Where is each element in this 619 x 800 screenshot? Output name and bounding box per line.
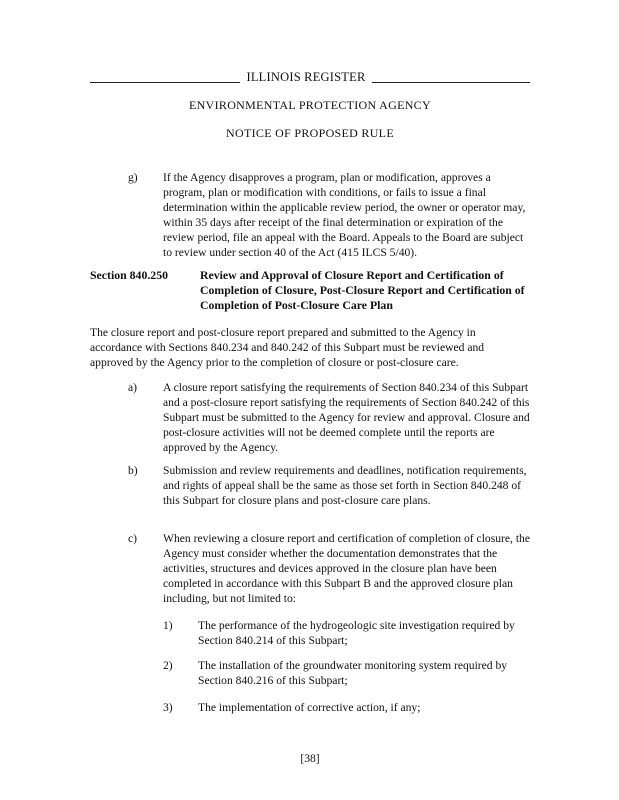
subitem-3-text: The implementation of corrective action, if any;: [198, 701, 421, 714]
item-c-text: When reviewing a closure report and certification of completion of closure, the Agency must consider whether the documentation demonstrates that the activities, structures and devices approved in the closure plan have been completed in accordance with this Subpart B and the approved closure plan including, but not limited to:: [163, 532, 530, 605]
subitem-2-text: The installation of the groundwater monitoring system required by Section 840.216 of this Subpart;: [198, 659, 508, 687]
section-title: Review and Approval of Closure Report and Certification of Completion of Closure, Post-Closure Report and Certification of Completion of Post-Closure Care Plan: [200, 268, 525, 312]
item-b-text: Submission and review requirements and deadlines, notification requirements, and rights of appeal shall be the same as those set forth in Section 840.248 of this Subpart for closure plans and post-closure care plans.: [163, 464, 527, 507]
subitem-1-label: 1): [163, 619, 173, 632]
item-g-label: g): [128, 171, 138, 184]
intro-paragraph: The closure report and post-closure report prepared and submitted to the Agency in accordance with Sections 840.234 and 840.242 of this Subpart must be reviewed and approved by the Agency prior to the completion of closure or post-closure care.: [90, 326, 485, 369]
header-rule-right: [372, 82, 530, 83]
header-rule-left: [90, 82, 240, 83]
notice-title: NOTICE OF PROPOSED RULE: [226, 126, 394, 140]
page-number: [38]: [300, 752, 320, 765]
subitem-3-label: 3): [163, 701, 173, 714]
subitem-1-text: The performance of the hydrogeologic site investigation required by Section 840.214 of this Subpart;: [198, 619, 515, 647]
item-a-label: a): [128, 381, 138, 394]
register-title: ILLINOIS REGISTER: [246, 70, 366, 84]
subitem-2-label: 2): [163, 659, 173, 672]
item-a-text: A closure report satisfying the requirements of Section 840.234 of this Subpart and a post-closure report satisfying the requirements of Section 840.242 of this Subpart must be submitted to the Agency for review and approval. Closure and post-closure activities will not be deemed complete until the reports are approved by the Agency.: [163, 381, 530, 454]
item-b-label: b): [128, 464, 138, 477]
section-number: Section 840.250: [90, 268, 168, 282]
item-c-label: c): [128, 532, 138, 545]
agency-title: ENVIRONMENTAL PROTECTION AGENCY: [189, 98, 431, 112]
item-g-text: If the Agency disapproves a program, plan or modification, approves a program, plan or modification with conditions, or fails to issue a final determination within the applicable review period, the owner or operator may, within 35 days after receipt of the final determination or expiration of the review period, file an appeal with the Board. Appeals to the Board are subject to review under section 40 of the Act (415 ILCS 5/40).: [163, 171, 526, 259]
